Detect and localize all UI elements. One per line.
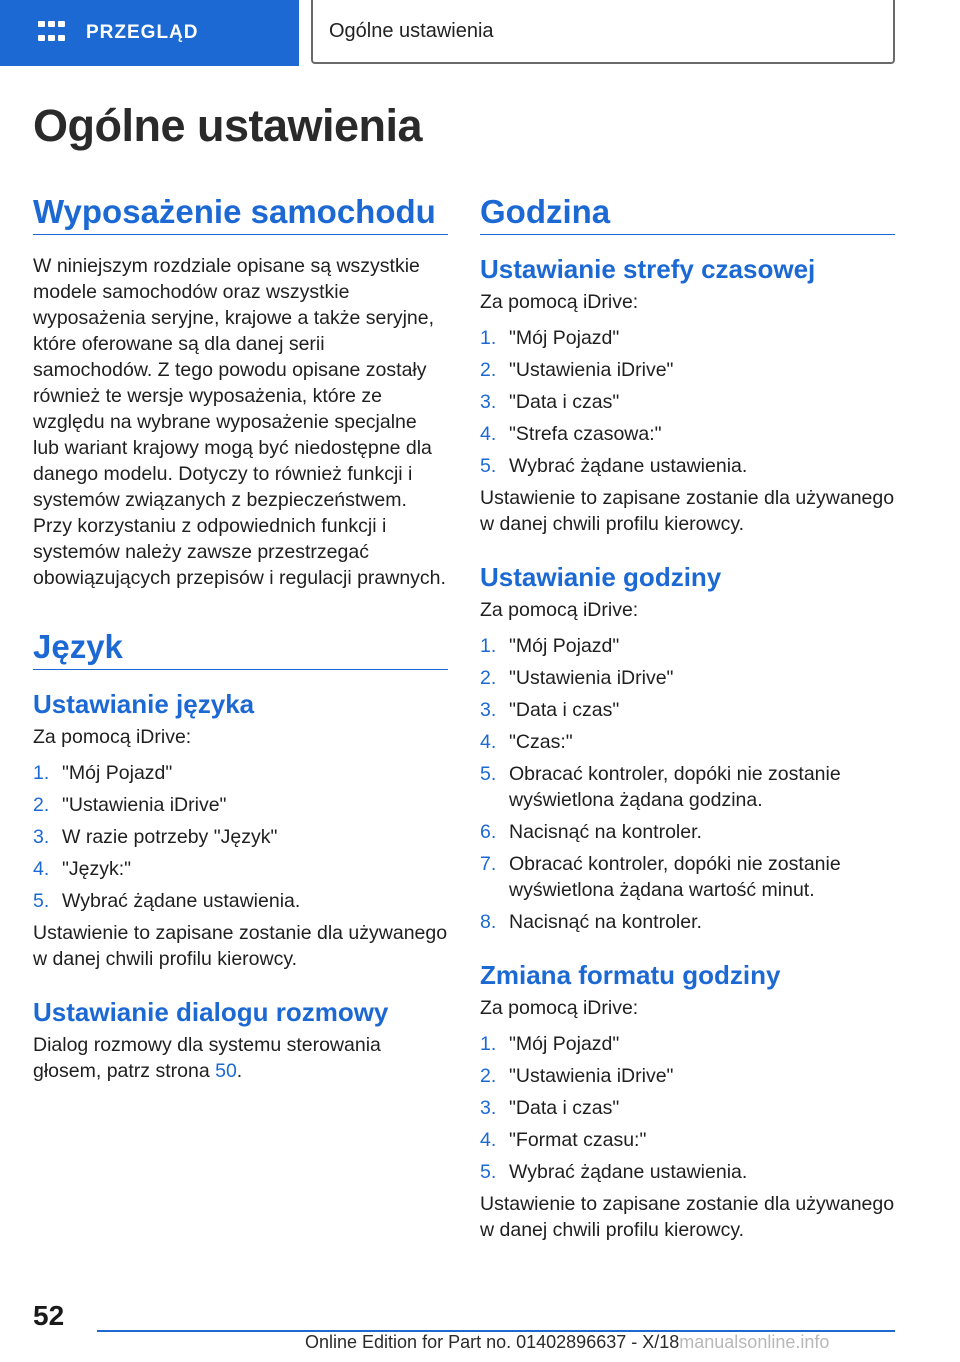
list-item [480, 1095, 895, 1121]
list-item [480, 1063, 895, 1089]
section-title-equipment: Wyposażenie samochodu [33, 192, 448, 235]
language-intro: Za pomocą iDrive: [33, 726, 192, 748]
section-title-language: Język [33, 627, 448, 670]
list-item [480, 1159, 895, 1185]
step-number: 5. [480, 763, 497, 785]
step-number: 1. [480, 635, 497, 657]
top-bar [0, 0, 960, 66]
list-item [33, 792, 448, 818]
time-format-note: Ustawienie to zapisane zostanie dla używanego w danej chwili profilu kierowcy. [480, 1193, 895, 1241]
step-text: Wybrać żądane ustawienia. [509, 455, 748, 477]
step-number: 7. [480, 853, 497, 875]
step-text: Nacisnąć na kontroler. [509, 911, 702, 933]
step-number: 2. [33, 794, 50, 816]
grid-menu-icon [38, 21, 66, 45]
list-item [480, 1031, 895, 1057]
dialog-heading: Ustawianie dialogu rozmowy [33, 997, 389, 1027]
time-format-intro: Za pomocą iDrive: [480, 997, 639, 1019]
page-number: 52 [33, 1300, 65, 1331]
list-item [480, 389, 895, 415]
step-text: "Ustawienia iDrive" [509, 1065, 674, 1087]
step-number: 4. [480, 423, 497, 445]
list-item [480, 633, 895, 659]
step-number: 5. [480, 455, 497, 477]
list-item [480, 819, 895, 845]
step-number: 1. [33, 762, 50, 784]
step-text: "Mój Pojazd" [509, 327, 620, 349]
step-text: Obracać kontroler, dopóki nie zostanie wyświetlona żądana wartość minut. [509, 853, 841, 901]
dialog-end: . [236, 1060, 243, 1082]
step-number: 1. [480, 327, 497, 349]
list-item [480, 453, 895, 479]
set-time-heading: Ustawianie godziny [480, 562, 722, 592]
step-number: 4. [33, 858, 50, 880]
left-column [33, 192, 448, 1084]
step-text: "Czas:" [509, 731, 573, 753]
step-text: "Mój Pojazd" [509, 1033, 620, 1055]
list-item [480, 325, 895, 351]
list-item [480, 851, 895, 903]
list-item [480, 665, 895, 691]
language-note: Ustawienie to zapisane zostanie dla używanego w danej chwili profilu kierowcy. [33, 922, 448, 970]
step-number: 5. [480, 1161, 497, 1183]
step-text: "Język:" [62, 858, 132, 880]
set-time-steps [480, 633, 895, 935]
time-format-steps [480, 1031, 895, 1185]
equipment-paragraph: W niniejszym rozdziale opisane są wszystkie modele samochodów oraz wszystkie wyposażenia seryjne, krajowe a także seryjne, które oferowane są dla danej serii samochodów. Z tego powodu opisane zostały również te wersje wyposażenia, które ze względu na wybrane wyposażenie specjalne lub wariant krajowy mogą być niedostępne dla danego modelu. Dotyczy to również funkcji i systemów związanych z bezpieczeństwem. Przy korzystaniu z odpowiednich funkcji i systemów należy zawsze przestrzegać obowiązujących przepisów i regulacji prawnych. [33, 255, 446, 589]
dialog-paragraph [33, 1032, 448, 1084]
step-text: Wybrać żądane ustawienia. [62, 890, 301, 912]
step-text: Obracać kontroler, dopóki nie zostanie wyświetlona żądana godzina. [509, 763, 841, 811]
list-item [480, 909, 895, 935]
step-number: 6. [480, 821, 497, 843]
step-text: "Mój Pojazd" [62, 762, 173, 784]
section-title-time: Godzina [480, 192, 895, 235]
right-column [480, 192, 895, 1243]
list-item [33, 888, 448, 914]
list-item [480, 729, 895, 755]
watermark: manualsonline.info [679, 1332, 830, 1352]
step-text: "Ustawienia iDrive" [62, 794, 227, 816]
overview-label: PRZEGLĄD [86, 22, 199, 43]
breadcrumb[interactable]: Ogólne ustawienia [311, 0, 895, 64]
list-item [480, 761, 895, 813]
step-text: W razie potrzeby "Język" [62, 826, 278, 848]
step-number: 3. [33, 826, 50, 848]
page-title: Ogólne ustawienia [33, 100, 423, 151]
language-heading: Ustawianie języka [33, 689, 255, 719]
set-time-intro: Za pomocą iDrive: [480, 599, 639, 621]
step-text: "Data i czas" [509, 391, 620, 413]
list-item [33, 760, 448, 786]
step-text: "Format czasu:" [509, 1129, 647, 1151]
timezone-steps [480, 325, 895, 479]
language-steps [33, 760, 448, 914]
time-format-heading: Zmiana formatu godziny [480, 960, 781, 990]
step-number: 2. [480, 1065, 497, 1087]
list-item [480, 1127, 895, 1153]
step-number: 1. [480, 1033, 497, 1055]
step-number: 8. [480, 911, 497, 933]
step-text: Nacisnąć na kontroler. [509, 821, 702, 843]
step-number: 4. [480, 1129, 497, 1151]
step-text: Wybrać żądane ustawienia. [509, 1161, 748, 1183]
step-text: "Strefa czasowa:" [509, 423, 662, 445]
footer-edition [305, 1332, 829, 1353]
edition-text: Online Edition for Part no. 01402896637 - X/18 [305, 1332, 680, 1352]
step-text: "Data i czas" [509, 699, 620, 721]
list-item [480, 421, 895, 447]
step-number: 2. [480, 359, 497, 381]
list-item [33, 824, 448, 850]
list-item [33, 856, 448, 882]
step-text: "Data i czas" [509, 1097, 620, 1119]
list-item [480, 697, 895, 723]
step-number: 3. [480, 699, 497, 721]
step-text: "Ustawienia iDrive" [509, 667, 674, 689]
page-link[interactable]: 50 [215, 1060, 237, 1082]
step-text: "Ustawienia iDrive" [509, 359, 674, 381]
list-item [480, 357, 895, 383]
timezone-intro: Za pomocą iDrive: [480, 291, 639, 313]
dialog-text: Dialog rozmowy dla systemu sterowania głosem, patrz strona [33, 1034, 381, 1082]
step-number: 3. [480, 1097, 497, 1119]
timezone-note: Ustawienie to zapisane zostanie dla używanego w danej chwili profilu kierowcy. [480, 487, 895, 535]
timezone-heading: Ustawianie strefy czasowej [480, 254, 816, 284]
step-text: "Mój Pojazd" [509, 635, 620, 657]
step-number: 2. [480, 667, 497, 689]
step-number: 3. [480, 391, 497, 413]
step-number: 5. [33, 890, 50, 912]
overview-tab[interactable] [0, 0, 299, 66]
step-number: 4. [480, 731, 497, 753]
